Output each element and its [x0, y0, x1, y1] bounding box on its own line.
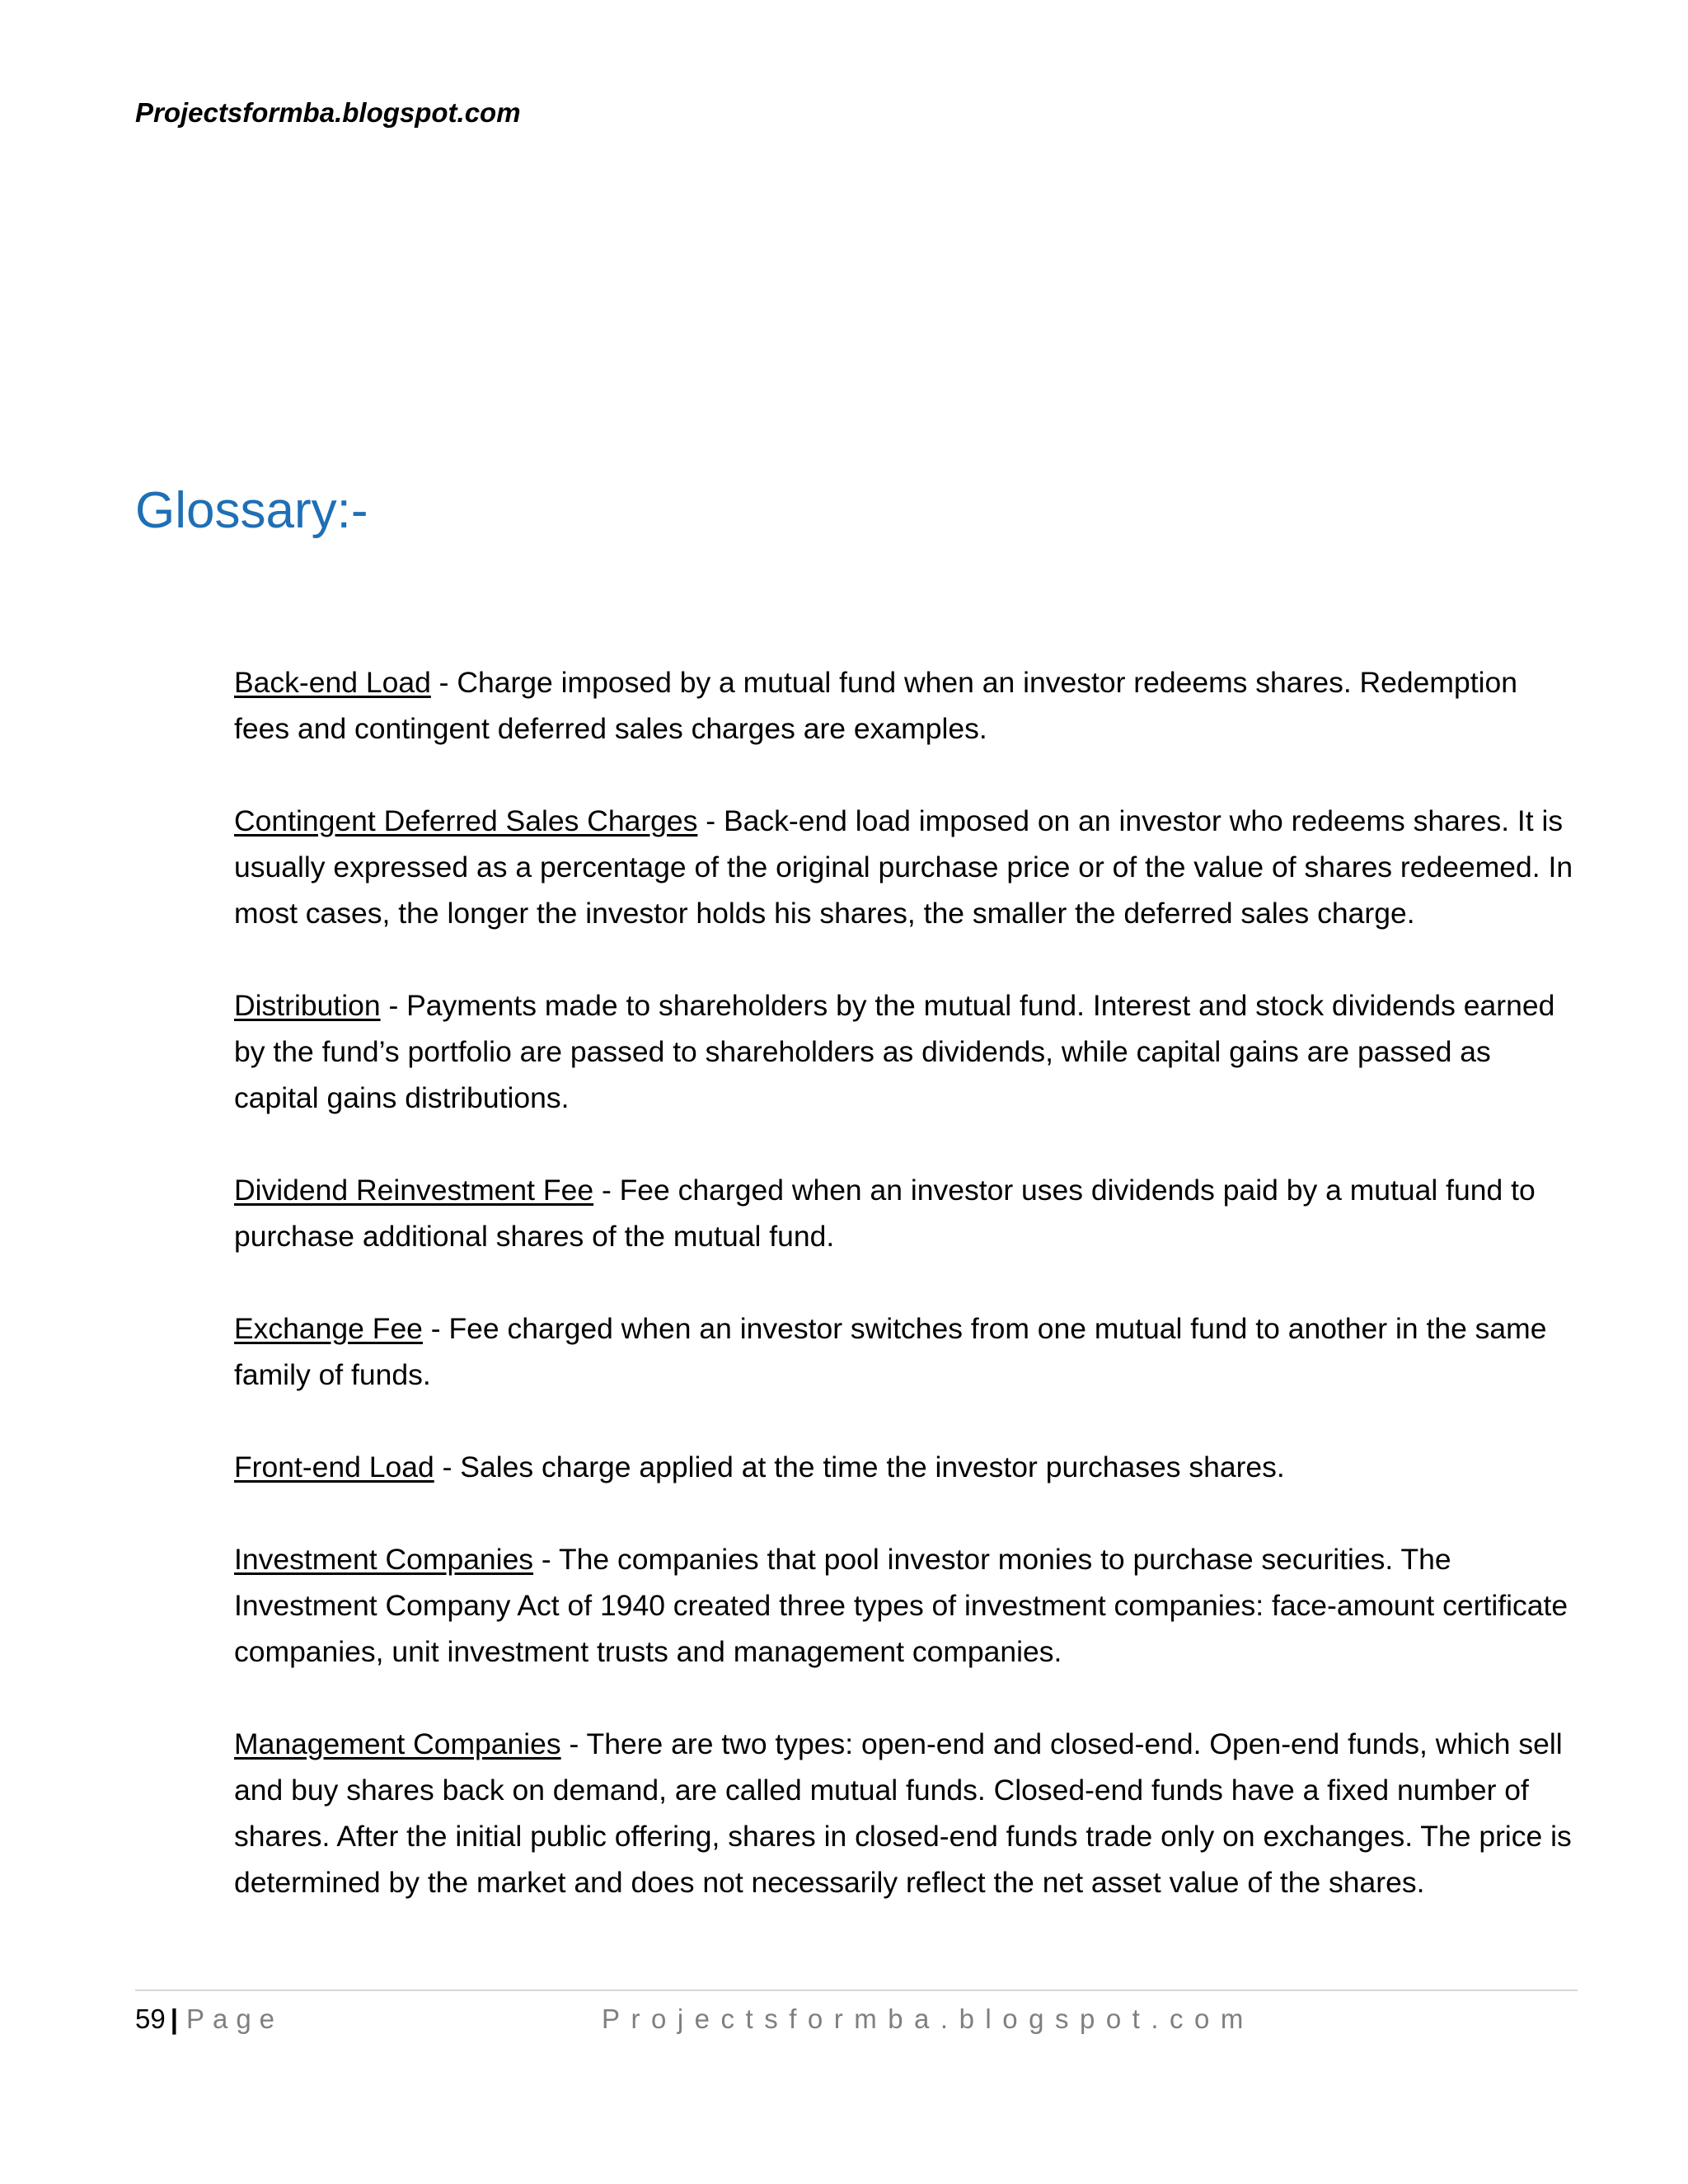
glossary-entry-front-end-load	[234, 1444, 1578, 1490]
glossary-definition: - Back-end load imposed on an investor who redeems shares. It is usually expressed as a percentage of the original purchase price or of the value of shares redeemed. In most cases, the longer the investor holds his shares, the smaller the deferred sales charge.	[234, 804, 1573, 930]
glossary-definition: - Charge imposed by a mutual fund when an investor redeems shares. Redemption fees and contingent deferred sales charges are examples.	[234, 666, 1517, 745]
footer-site: Projectsformba.blogspot.com	[602, 2004, 1254, 2034]
glossary-definition: - Fee charged when an investor uses dividends paid by a mutual fund to purchase additional shares of the mutual fund.	[234, 1174, 1536, 1253]
glossary-definition: - There are two types: open-end and closed-end. Open-end funds, which sell and buy shares back on demand, are called mutual funds. Closed-end funds have a fixed number of shares. After the initial public offering, shares in closed-end funds trade only on exchanges. The price is determined by the market and does not necessarily reflect the net asset value of the shares.	[234, 1727, 1572, 1899]
page-title: Glossary:-	[135, 482, 368, 539]
glossary-definition: - The companies that pool investor monies to purchase securities. The Investment Company Act of 1940 created three types of investment companies: face-amount certificate companies, unit investment trusts and management companies.	[234, 1543, 1568, 1668]
glossary-term: Back-end Load	[234, 666, 431, 699]
glossary-entry-distribution	[234, 982, 1578, 1121]
glossary-entry-contingent-deferred-sales-charges	[234, 798, 1578, 936]
glossary-term: Exchange Fee	[234, 1312, 423, 1345]
glossary-entry-management-companies	[234, 1721, 1578, 1905]
glossary-entry-investment-companies	[234, 1536, 1578, 1675]
header-site: Projectsformba.blogspot.com	[135, 97, 521, 128]
glossary-entry-dividend-reinvestment-fee	[234, 1167, 1578, 1259]
footer-separator: |	[170, 2004, 178, 2034]
glossary-definition: - Payments made to shareholders by the mutual fund. Interest and stock dividends earned by the fund’s portfolio are passed to shareholders as dividends, while capital gains are passed as capital gains distributions.	[234, 989, 1555, 1114]
glossary-entry-back-end-load	[234, 659, 1578, 752]
page-label: Page	[185, 2004, 284, 2034]
footer-divider	[135, 1990, 1578, 1991]
glossary-term: Front-end Load	[234, 1451, 434, 1483]
page-number: 59	[135, 2004, 166, 2034]
glossary-term: Dividend Reinvestment Fee	[234, 1174, 594, 1207]
glossary-term: Investment Companies	[234, 1543, 534, 1576]
glossary-term: Management Companies	[234, 1727, 561, 1760]
glossary-term: Distribution	[234, 989, 381, 1022]
glossary-entry-exchange-fee	[234, 1305, 1578, 1398]
glossary-term: Contingent Deferred Sales Charges	[234, 804, 698, 837]
page-footer	[135, 1998, 1578, 2041]
footer-page-info	[135, 1998, 283, 2041]
glossary-definition: - Fee charged when an investor switches from one mutual fund to another in the same family of funds.	[234, 1312, 1547, 1391]
glossary-list	[234, 659, 1578, 1952]
glossary-definition: - Sales charge applied at the time the investor purchases shares.	[434, 1451, 1285, 1483]
